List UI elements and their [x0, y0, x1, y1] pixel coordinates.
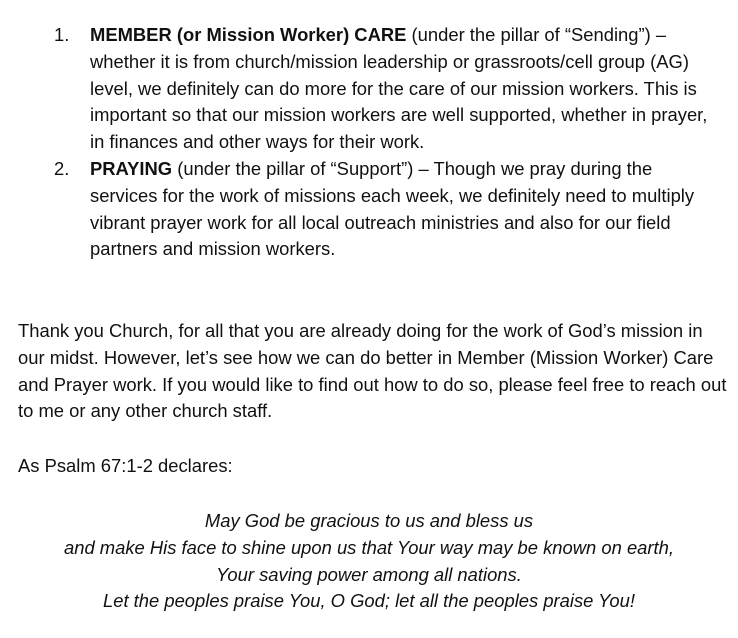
- quote-line: and make His face to shine upon us that Your way may be known on earth,: [64, 536, 674, 558]
- list-item: [0, 22, 738, 156]
- list-item: [0, 156, 738, 263]
- numbered-list: [0, 22, 738, 263]
- quote-line: Your saving power among all nations.: [216, 563, 522, 585]
- quote-line: Let the peoples praise You, O God; let all the peoples praise You!: [103, 590, 635, 612]
- psalm-intro: As Psalm 67:1-2 declares:: [18, 455, 233, 476]
- scripture-quote: [0, 508, 738, 615]
- list-item-heading: PRAYING: [90, 157, 173, 179]
- list-item-text: (under the pillar of “Support”) – Though we pray during the services for the work of missions each week, we definitely need to multiply vibrant prayer work for all local outreach ministries and also for our field partners and mission workers.: [90, 157, 695, 260]
- thanks-paragraph: Thank you Church, for all that you are already doing for the work of God’s mission in our midst. However, let’s see how we can do better in Member (Mission Worker) Care and Prayer work. If you would like to find out how to do so, please feel free to reach out to me or any other church staff.: [18, 320, 727, 422]
- list-item-text: (under the pillar of “Sending”) – whether it is from church/mission leadership or grassroots/cell group (AG) level, we definitely can do more for the care of our mission workers. This is important so that our mission workers are well supported, whether in prayer, in finances and other ways for their work.: [90, 24, 708, 153]
- list-item-heading: MEMBER (or Mission Worker) CARE: [90, 24, 407, 45]
- list-number: 2.: [54, 157, 70, 179]
- list-number: 1.: [54, 24, 70, 45]
- quote-line: May God be gracious to us and bless us: [204, 510, 534, 531]
